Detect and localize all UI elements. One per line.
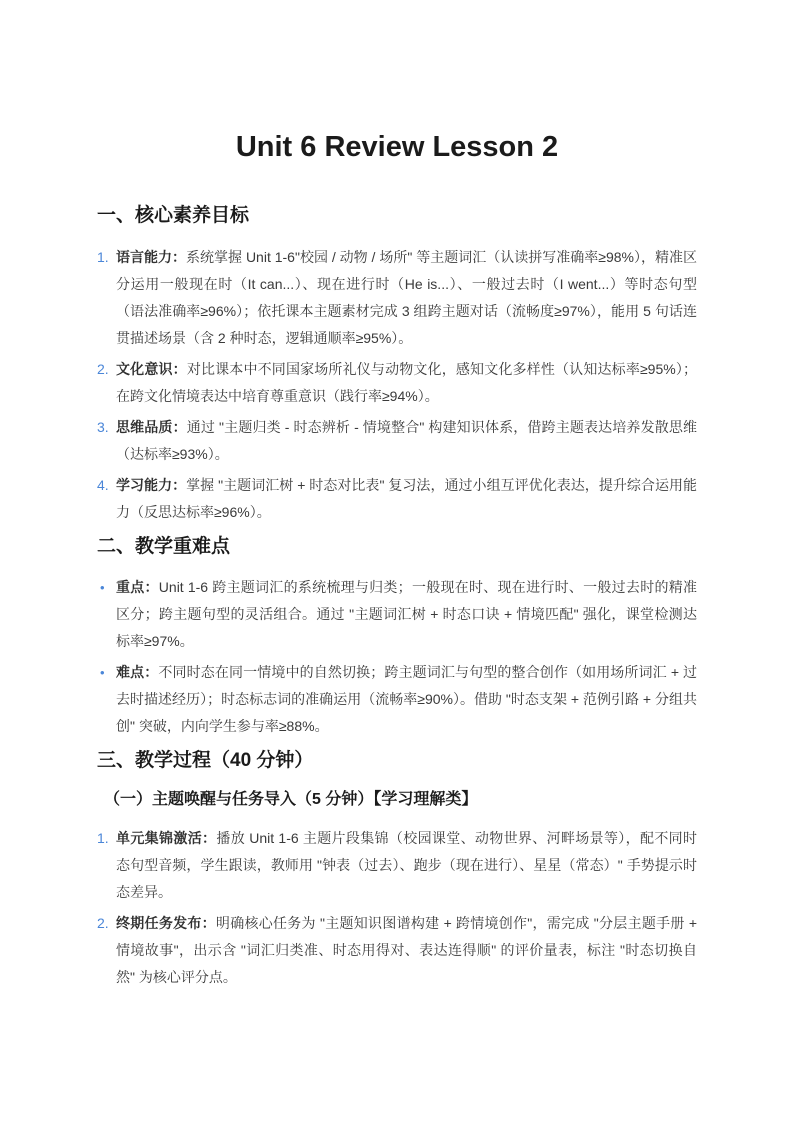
list-item (97, 244, 697, 352)
bulleted-list-key-points (97, 574, 697, 740)
list-item (97, 414, 697, 468)
list-number-marker: 2. (97, 360, 109, 377)
document-title: Unit 6 Review Lesson 2 (235, 131, 559, 163)
list-number-marker: 3. (97, 418, 109, 435)
list-item (97, 659, 697, 740)
item-text: 不同时态在同一情境中的自然切换；跨主题词汇与句型的整合创作（如用场所词汇 + 过去时描述经历）；时态标志词的准确运用（流畅率≥90%）。借助 "时态支架 + 范例引路 + 分组共创" 突破，内向学生参与率≥88%。 (116, 664, 698, 735)
bullet-marker: • (100, 665, 105, 681)
item-text: 系统掌握 Unit 1-6"校园 / 动物 / 场所" 等主题词汇（认读拼写准确率≥98%），精准区分运用一般现在时（It can...）、现在进行时（He is...）、一般过去时（I went...）等时态句型（语法准确率≥96%）；依托课本主题素材完成 3 组跨主题对话（流畅度≥97%），能用 5 句话连贯描述场景（含 2 种时态，逻辑通顺率≥95%）。 (116, 248, 698, 346)
section-heading-key-difficult-points: 二、教学重难点 (97, 535, 231, 557)
item-label: 语言能力： (116, 248, 187, 265)
section-heading-teaching-process: 三、教学过程（40 分钟） (97, 750, 314, 772)
list-item-body (116, 414, 697, 468)
list-item-body (116, 910, 697, 991)
list-item-body (116, 356, 697, 410)
list-item-body (116, 472, 697, 526)
item-text: 播放 Unit 1-6 主题片段集锦（校园课堂、动物世界、河畔场景等），配不同时态句型音频，学生跟读，教师用 "钟表（过去）、跑步（现在进行）、星星（常态）" 手势提示时态差异。 (116, 829, 697, 900)
list-number-marker: 4. (97, 476, 109, 493)
list-item (97, 910, 697, 991)
list-item (97, 356, 697, 410)
item-label: 文化意识： (116, 360, 187, 377)
item-label: 单元集锦激活： (116, 829, 217, 846)
numbered-list-teaching-process (97, 825, 697, 991)
bullet-marker: • (100, 580, 105, 596)
list-item-body (116, 574, 697, 655)
item-text: 明确核心任务为 "主题知识图谱构建 + 跨情境创作"，需完成 "分层主题手册 + 情境故事"，出示含 "词汇归类准、时态用得对、表达连得顺" 的评价量表，标注 "时态切换自然" 为核心评分点。 (116, 914, 697, 985)
item-label: 难点： (116, 664, 159, 681)
section-heading-core-competencies: 一、核心素养目标 (97, 204, 250, 226)
numbered-list-core-competencies (97, 244, 697, 526)
item-text: 对比课本中不同国家场所礼仪与动物文化，感知文化多样性（认知达标率≥95%）；在跨文化情境表达中培育尊重意识（践行率≥94%）。 (116, 360, 698, 404)
item-label: 思维品质： (116, 418, 187, 435)
list-number-marker: 1. (97, 829, 109, 846)
list-number-marker: 1. (97, 248, 109, 265)
list-item (97, 825, 697, 906)
list-item (97, 472, 697, 526)
item-text: Unit 1-6 跨主题词汇的系统梳理与归类；一般现在时、现在进行时、一般过去时的精准区分；跨主题句型的灵活组合。通过 "主题词汇树 + 时态口诀 + 情境匹配" 强化，课堂检测达标率≥97%。 (116, 579, 697, 650)
list-item-body (116, 244, 697, 352)
list-number-marker: 2. (97, 914, 109, 931)
list-item (97, 574, 697, 655)
item-text: 通过 "主题归类 - 时态辨析 - 情境整合" 构建知识体系，借跨主题表达培养发散思维（达标率≥93%）。 (116, 418, 697, 462)
item-label: 终期任务发布： (116, 914, 216, 931)
list-item-body (116, 825, 697, 906)
subsection-heading-theme-awakening: （一）主题唤醒与任务导入（5 分钟）【学习理解类】 (104, 791, 478, 809)
item-label: 学习能力： (116, 476, 187, 493)
item-text: 掌握 "主题词汇树 + 时态对比表" 复习法，通过小组互评优化表达，提升综合运用能力（反思达标率≥96%）。 (116, 476, 698, 520)
list-item-body (116, 659, 697, 740)
item-label: 重点： (116, 579, 159, 596)
